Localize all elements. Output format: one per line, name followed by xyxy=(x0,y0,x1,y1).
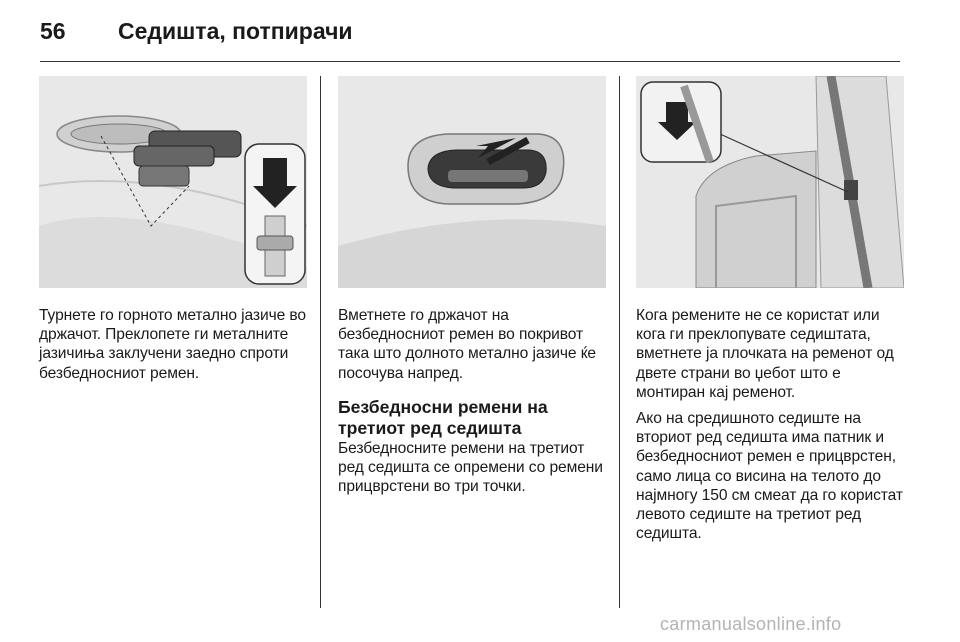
paragraph: Вметнете го држачот на безбедносниот ремен во покривот така што долното метално јазиче ќе посочува напред. xyxy=(338,307,597,382)
paragraph: Безбедносните ремени на третиот ред седишта се опремени со ремени прицврстени во три точки. xyxy=(338,439,603,496)
page-header xyxy=(40,14,920,50)
illustration-roof-belt-holder xyxy=(338,76,606,288)
column-divider xyxy=(320,76,321,608)
page-title: Седишта, потпирачи xyxy=(118,18,353,44)
column-2 xyxy=(338,76,606,496)
page-number: 56 xyxy=(40,18,66,44)
illustration-belt-holder-clips xyxy=(39,76,307,288)
illustration-third-row-belt xyxy=(636,76,904,288)
column-1 xyxy=(39,76,307,383)
watermark: carmanualsonline.info xyxy=(660,614,842,634)
paragraph: Ако на средишното седиште на вториот ред седишта има патник и безбедносниот ремен е прицврстен, само лица со висина на телото до најмногу 150 см смеат да го користат левото седиште на третиот ред седишта. xyxy=(636,410,903,543)
paragraph: Турнете го горното метално јазиче во држачот. Преклопете ги металните јазичиња заклучени заедно спроти безбедносниот ремен. xyxy=(39,307,306,382)
column-divider xyxy=(619,76,620,608)
header-rule xyxy=(40,61,900,62)
column-3 xyxy=(636,76,904,543)
section-heading: Безбедносни ремени на третиот ред седишта xyxy=(338,396,548,438)
paragraph: Кога ремените не се користат или кога ги преклопувате седиштата, вметнете ја плочката на ременот од двете страни во џебот што е монтиран кај ременот. xyxy=(636,307,894,401)
